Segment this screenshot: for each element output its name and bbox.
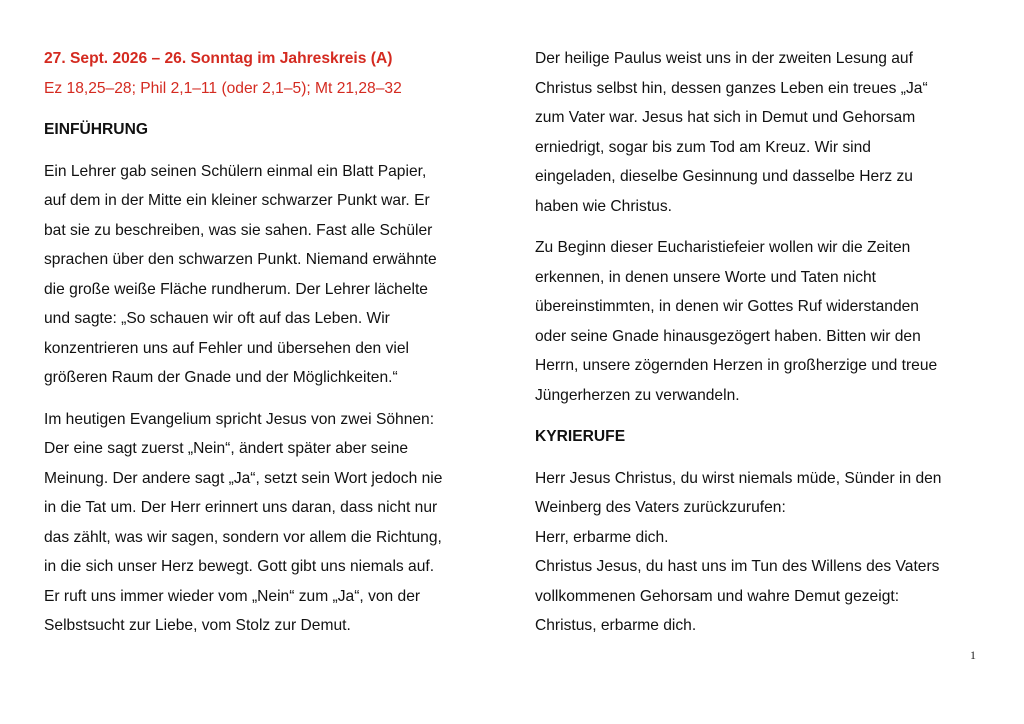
text-line: sprachen über den schwarzen Punkt. Niemand erwähnte <box>44 251 437 268</box>
text-line: in die sich unser Herz bewegt. Gott gibt uns niemals auf. <box>44 558 435 575</box>
text-line: konzentrieren uns auf Fehler und übersehen den viel <box>44 339 409 357</box>
eucharistie-paragraph <box>535 233 985 410</box>
heading-einfuehrung: EINFÜHRUNG <box>44 121 148 138</box>
kyrie-block <box>535 464 985 641</box>
left-column <box>44 44 489 653</box>
text-line: erkennen, in denen unsere Worte und Taten nicht <box>535 268 876 286</box>
text-line: Herrn, unsere zögernden Herzen in großherzige und treue <box>535 357 938 374</box>
date-line: 27. Sept. 2026 – 26. Sonntag im Jahreskreis (A) <box>44 50 393 67</box>
text-line: und sagte: „So schauen wir oft auf das Leben. Wir <box>44 310 390 327</box>
text-line: Ein Lehrer gab seinen Schülern einmal ein Blatt Papier, <box>44 162 427 180</box>
text-line: oder seine Gnade hinausgezögert haben. Bitten wir den <box>535 327 921 345</box>
text-line: Er ruft uns immer wieder vom „Nein“ zum „Ja“, von der <box>44 587 421 605</box>
response-line: Herr, erbarme dich. <box>535 528 669 546</box>
text-line: zum Vater war. Jesus hat sich in Demut und Gehorsam <box>535 109 916 126</box>
text-line: Der heilige Paulus weist uns in der zweiten Lesung auf <box>535 50 913 67</box>
text-line: die große weiße Fläche rundherum. Der Lehrer lächelte <box>44 280 428 298</box>
response-line: Christus, erbarme dich. <box>535 617 697 634</box>
text-line: Christus Jesus, du hast uns im Tun des Willens des Vaters <box>535 558 940 575</box>
intro-paragraph-1 <box>44 157 489 393</box>
text-line: Der eine sagt zuerst „Nein“, ändert später aber seine <box>44 440 409 457</box>
text-line: Weinberg des Vaters zurückzurufen: <box>535 499 786 516</box>
text-line: auf dem in der Mitte ein kleiner schwarzer Punkt war. Er <box>44 192 430 209</box>
text-line: Jüngerherzen zu verwandeln. <box>535 386 740 404</box>
text-line: in die Tat um. Der Herr erinnert uns daran, dass nicht nur <box>44 499 438 516</box>
text-line: größeren Raum der Gnade und der Möglichkeiten.“ <box>44 369 398 386</box>
text-line: bat sie zu beschreiben, was sie sahen. Fast alle Schüler <box>44 221 433 239</box>
heading-kyrierufe: KYRIERUFE <box>535 428 626 445</box>
text-line: Zu Beginn dieser Eucharistiefeier wollen wir die Zeiten <box>535 239 911 256</box>
text-line: Im heutigen Evangelium spricht Jesus von zwei Söhnen: <box>44 410 435 428</box>
readings-line: Ez 18,25–28; Phil 2,1–11 (oder 2,1–5); Mt 21,28–32 <box>44 79 402 97</box>
right-column <box>535 44 985 653</box>
intro-paragraph-2 <box>44 405 489 641</box>
text-line: Selbstsucht zur Liebe, vom Stolz zur Demut. <box>44 617 351 634</box>
text-line: vollkommenen Gehorsam und wahre Demut gezeigt: <box>535 587 900 605</box>
text-line: Herr Jesus Christus, du wirst niemals müde, Sünder in den <box>535 469 942 487</box>
text-line: übereinstimmten, in denen wir Gottes Ruf widerstanden <box>535 298 919 315</box>
paulus-paragraph <box>535 44 985 221</box>
text-line: erniedrigt, sogar bis zum Tod am Kreuz. Wir sind <box>535 138 871 156</box>
page-number: 1 <box>970 648 976 662</box>
text-line: Christus selbst hin, dessen ganzes Leben ein treues „Ja“ <box>535 79 928 97</box>
text-line: haben wie Christus. <box>535 197 672 215</box>
text-line: das zählt, was wir sagen, sondern vor allem die Richtung, <box>44 528 442 546</box>
text-line: eingeladen, dieselbe Gesinnung und dasselbe Herz zu <box>535 168 913 185</box>
text-line: Meinung. Der andere sagt „Ja“, setzt sein Wort jedoch nie <box>44 469 443 487</box>
